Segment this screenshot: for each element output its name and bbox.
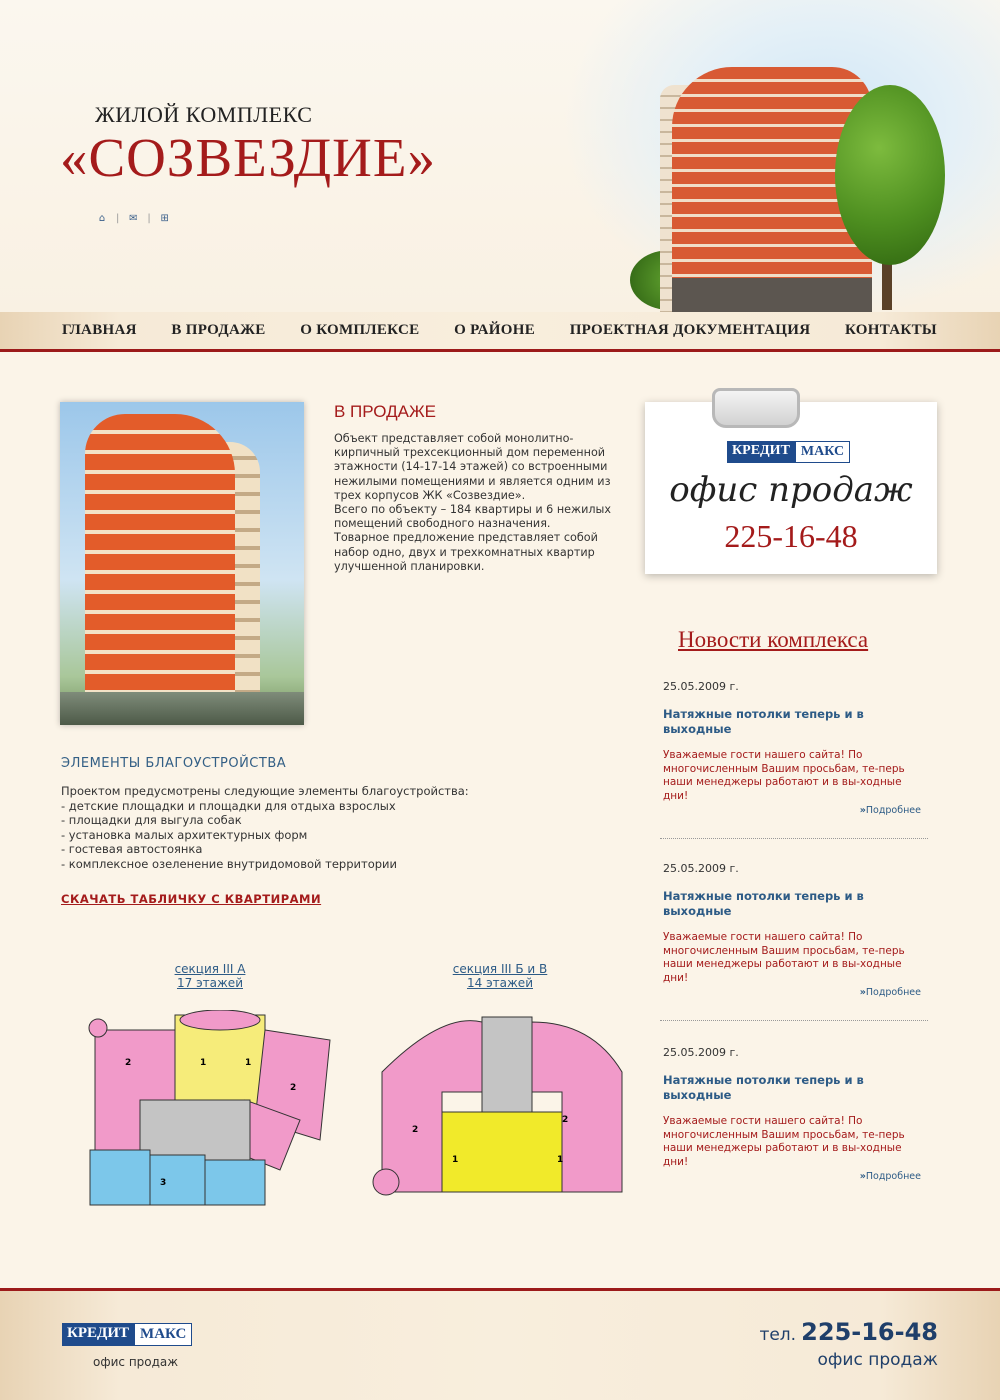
footer-office-label: офис продаж: [93, 1355, 179, 1369]
news-item: [663, 680, 929, 816]
list-item: - установка малых архитектурных форм: [61, 827, 308, 842]
sitemap-icon[interactable]: ⊞: [160, 212, 169, 224]
double-chevron-icon: »: [859, 805, 866, 816]
photo-ground: [60, 692, 304, 725]
section-3bv-name: секция III Б и В: [452, 962, 548, 976]
news-date: 25.05.2009 г.: [663, 1046, 739, 1059]
news-item: [663, 862, 929, 998]
double-chevron-icon: »: [859, 987, 866, 998]
section-3bv-link[interactable]: [430, 962, 570, 990]
news-title[interactable]: Натяжные потолки теперь и в выходные: [663, 1073, 864, 1102]
svg-text:2: 2: [412, 1125, 419, 1135]
read-more-label: Подробнее: [865, 805, 921, 816]
svg-text:2: 2: [125, 1058, 132, 1068]
section-3bv-floors: 14 этажей: [466, 976, 533, 990]
sale-paragraph: Объект представляет собой монолитно-кирпичный трехсекционный дом переменной этажности (14-17-14 этажей) со встроенными нежилыми помещениями и является одним из трех корпусов ЖК «Созвездие».: [334, 432, 611, 502]
news-divider: [660, 1020, 928, 1021]
nav-item-project-docs[interactable]: ПРОЕКТНАЯ ДОКУМЕНТАЦИЯ: [569, 322, 811, 338]
read-more-link[interactable]: [663, 987, 929, 998]
paper-clip-icon: [712, 388, 800, 428]
news-title[interactable]: Натяжные потолки теперь и в выходные: [663, 889, 864, 918]
main-nav: [0, 312, 1000, 352]
svg-text:1: 1: [452, 1155, 459, 1165]
site-brand[interactable]: «СОЗВЕЗДИЕ»: [60, 127, 436, 188]
sale-paragraph: Всего по объекту – 184 квартиры и 6 нежилых помещений свободного назначения.: [334, 503, 611, 531]
header: [0, 0, 1000, 312]
nav-item-contacts[interactable]: КОНТАКТЫ: [845, 322, 937, 338]
photo-tower: [85, 414, 235, 714]
kreditmaks-logo[interactable]: [727, 441, 850, 463]
home-icon[interactable]: ⌂: [98, 212, 106, 224]
list-item: - гостевая автостоянка: [61, 842, 203, 856]
news-title[interactable]: Натяжные потолки теперь и в выходные: [663, 707, 864, 736]
read-more-label: Подробнее: [865, 1171, 921, 1182]
svg-text:1: 1: [557, 1155, 564, 1165]
sales-office-phone: 225-16-48: [724, 518, 858, 554]
header-building-image: [660, 45, 940, 312]
elements-intro: Проектом предусмотрены следующие элементы благоустройства:: [61, 784, 469, 798]
floor-plan-section-3a[interactable]: [80, 1010, 340, 1210]
site-supertitle: ЖИЛОЙ КОМПЛЕКС: [95, 102, 313, 127]
list-item: - детские площадки и площадки для отдыха взрослых: [61, 798, 396, 813]
divider: |: [116, 212, 120, 224]
floor-plan-section-3bv[interactable]: [372, 1012, 630, 1212]
logo-part-maks: МАКС: [795, 441, 850, 463]
mail-icon[interactable]: ✉: [129, 212, 138, 224]
logo-part-kredit: КРЕДИТ: [62, 1323, 134, 1346]
tree: [835, 85, 945, 265]
svg-text:1: 1: [245, 1058, 252, 1068]
sale-paragraph: Товарное предложение представляет собой набор одно, двух и трехкомнатных квартир улучшенной планировки.: [334, 531, 598, 573]
read-more-label: Подробнее: [865, 987, 921, 998]
nav-item-for-sale[interactable]: В ПРОДАЖЕ: [171, 322, 266, 338]
section-3a-name: секция III А: [174, 962, 246, 976]
divider: |: [147, 212, 151, 224]
news-date: 25.05.2009 г.: [663, 862, 739, 875]
section-3a-link[interactable]: [150, 962, 270, 990]
svg-text:2: 2: [290, 1083, 297, 1093]
quick-links: [96, 212, 171, 224]
svg-text:1: 1: [200, 1058, 207, 1068]
elements-list: [61, 784, 469, 871]
footer-phone-number: 225-16-48: [801, 1318, 938, 1346]
news-item: [663, 1046, 929, 1182]
read-more-link[interactable]: [663, 1171, 929, 1182]
list-item: - площадки для выгула собак: [61, 813, 242, 827]
footer-office-sub: офис продаж: [817, 1350, 938, 1370]
section-3a-floors: 17 этажей: [176, 976, 243, 990]
sale-description: [334, 432, 614, 574]
news-body: Уважаемые гости нашего сайта! По многочисленным Вашим просьбам, те-перь наши менеджеры работают и в вы-ходные дни!: [663, 749, 905, 802]
read-more-link[interactable]: [663, 805, 929, 816]
news-body: Уважаемые гости нашего сайта! По многочисленным Вашим просьбам, те-перь наши менеджеры работают и в вы-ходные дни!: [663, 931, 905, 984]
nav-item-about-district[interactable]: О РАЙОНЕ: [454, 322, 536, 338]
logo-part-maks: МАКС: [134, 1323, 192, 1346]
news-divider: [660, 838, 928, 839]
svg-text:3: 3: [160, 1178, 167, 1188]
elements-title: ЭЛЕМЕНТЫ БЛАГОУСТРОЙСТВА: [61, 756, 287, 771]
news-body: Уважаемые гости нашего сайта! По многочисленным Вашим просьбам, те-перь наши менеджеры работают и в вы-ходные дни!: [663, 1115, 905, 1168]
svg-text:2: 2: [562, 1115, 569, 1125]
news-heading[interactable]: Новости комплекса: [678, 627, 869, 652]
double-chevron-icon: »: [859, 1171, 866, 1182]
logo-part-kredit: КРЕДИТ: [727, 441, 795, 463]
nav-item-about-complex[interactable]: О КОМПЛЕКСЕ: [300, 322, 420, 338]
news-date: 25.05.2009 г.: [663, 680, 739, 693]
building-photo: [60, 402, 304, 725]
footer-phone-label: тел.: [759, 1325, 797, 1345]
sale-title: В ПРОДАЖЕ: [334, 402, 436, 421]
sales-office-label: офис продаж: [669, 470, 913, 510]
footer-kreditmaks-logo[interactable]: [62, 1323, 192, 1346]
nav-item-home[interactable]: ГЛАВНАЯ: [62, 322, 137, 338]
download-apartments-link[interactable]: СКАЧАТЬ ТАБЛИЧКУ С КВАРТИРАМИ: [61, 892, 322, 906]
footer-phone: [759, 1318, 938, 1346]
list-item: - комплексное озеленение внутридомовой территории: [61, 856, 397, 871]
